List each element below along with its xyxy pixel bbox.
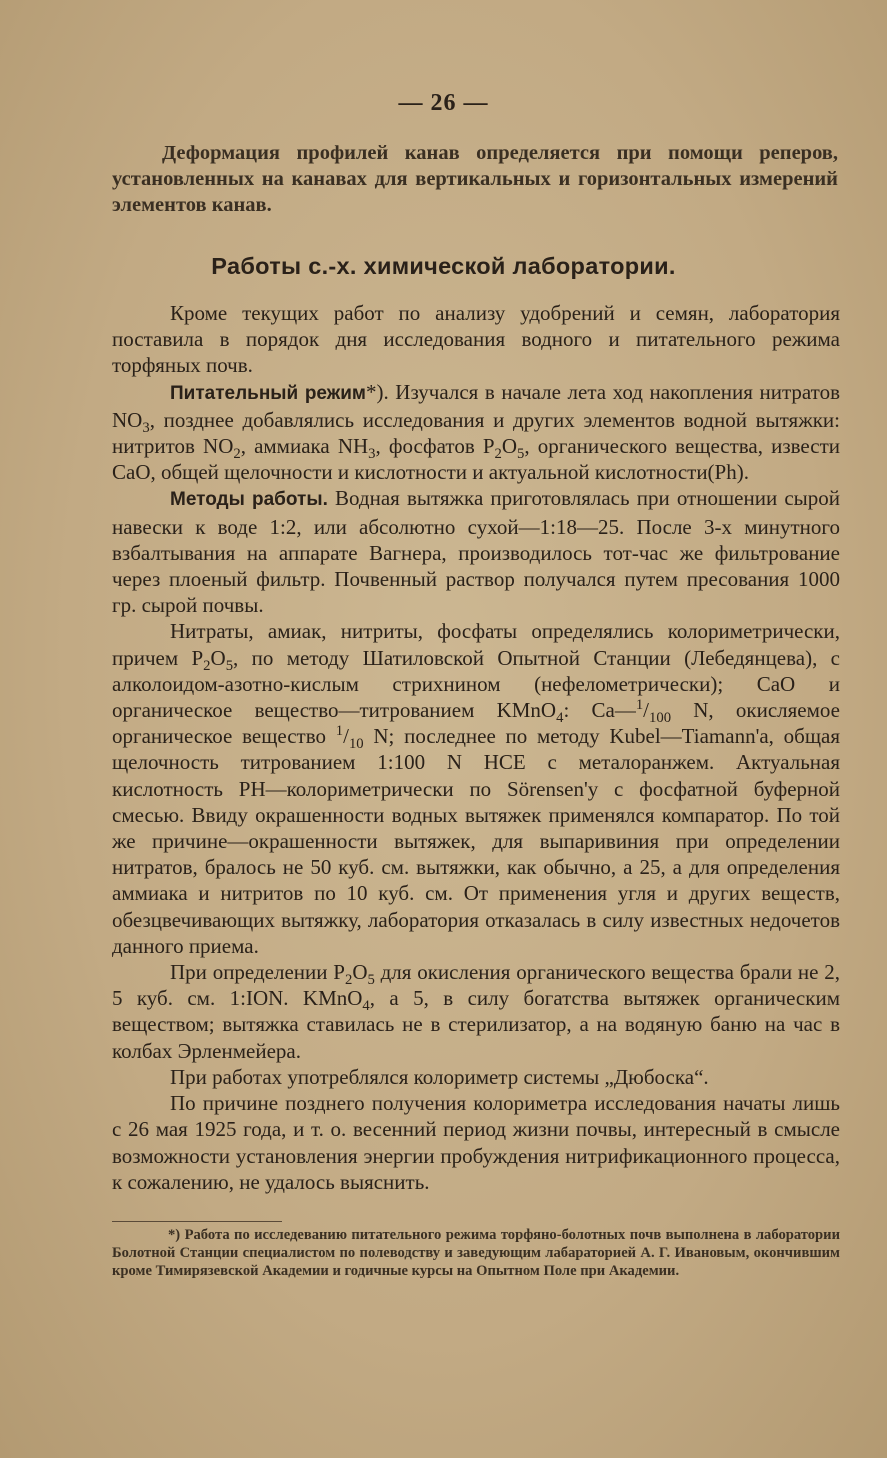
paragraph-1: Кроме текущих работ по анализу удобрений и семян, лаборатория поставила в порядок дня исследования водного и питательного режима торфяных почв. — [112, 301, 840, 378]
body-text — [112, 300, 840, 1195]
lead-paragraph: Деформация профилей канав определяется при помощи реперов, установленных на канавах для вертикальных и горизонтальных измерений элементов канав. — [112, 142, 838, 216]
section-heading: Работы с.-х. химической лаборатории. — [211, 253, 676, 279]
paragraph-4: Нитраты, амиак, нитриты, фосфаты определялись колориметрически, причем $P_2O_5$, по методу Шатиловской Опытной Станции (Лебедянцева), с алколоидом-азотно-кислым стрихнином (нефелометрически); CaO и органическое вещество—титрованием KMnO$_4$: $Ca—^1/_{100}$ N, окисляемое органическое вещество $^1/_{10}$ N; последнее по методу Kubel—Tiamann'a, общая щелочность титрованием 1:100 N HCE с металоранжем. Актуальная кислотность PH—колориметрически по Sörensen'у с фосфатной буферной смесью. Ввиду окрашенности водных вытяжек применялся компаратор. По той же причине—окрашенности вытяжек, для выпаривиния при определении нитратов, бралось не 50 куб. см. вытяжки, как обычно, а 25, а для определения аммиака и нитритов по 10 куб. см. От применения угля и других веществ, обезцвечивающих вытяжку, лаборатория отказалась в силу известных недочетов данного приема. — [112, 619, 840, 958]
runin-heading-methods: Методы работы. — [170, 489, 328, 511]
footnote: *) Работа по исследеванию питательного режима торфяно-болотных почв выполнена в лаборатории Болотной Станции специалистом по полеводству и заведующим лабараторией А. Г. Ивановым, окончившим кроме Тимирязевской Академии и годичные курсы на Опытном Поле при Академии. — [112, 1227, 840, 1279]
runin-heading-nutrient-regime: Питательный режим — [170, 382, 366, 404]
page-number: — 26 — — [398, 90, 489, 116]
paragraph-5: При определении $P_2O_5$ для окисления органического вещества брали не 2, 5 куб. см. 1:ION. KMnO$_4$, а 5, в силу богатства вытяжек органическим веществом; вытяжка ставилась не в стерилизатор, а на водяную баню на час в колбах Эрленмейера. — [112, 960, 841, 1063]
paragraph-7: По причине позднего получения колориметра исследования начаты лишь с 26 мая 1925 года, и т. о. весенний период жизни почвы, интересный в смысле возможности установления энергии пробуждения нитрификационного процесса, к сожалению, не удалось выяснить. — [112, 1091, 840, 1194]
paragraph-6: При работах употреблялся колориметр системы „Дюбоска“. — [170, 1064, 709, 1089]
footnote-marker: *). — [365, 379, 389, 404]
paragraph-3: Методы работы. Водная вытяжка приготовлялась при отношении сырой навески к воде 1:2, или абсолютно сухой—1:18—25. После 3-х минутного взбалтывания на аппарате Вагнера, производилось тот-час же фильтрование через плоеный фильтр. Почвенный раствор получался путем пресования 1000 гр. сырой почвы. — [112, 486, 840, 618]
paragraph-2: Питательный режим*). Изучался в начале лета ход накопления нитратов $NO_3$, позднее добавлялись исследования и других элементов водной вытяжки: нитритов $NO_2$, аммиака $NH_3$, фосфатов $P_2O_5$, органического вещества, извести CaO, общей щелочности и кислотности и актуальной кислотности(Ph). — [112, 379, 840, 485]
footnote-divider — [112, 1221, 282, 1222]
